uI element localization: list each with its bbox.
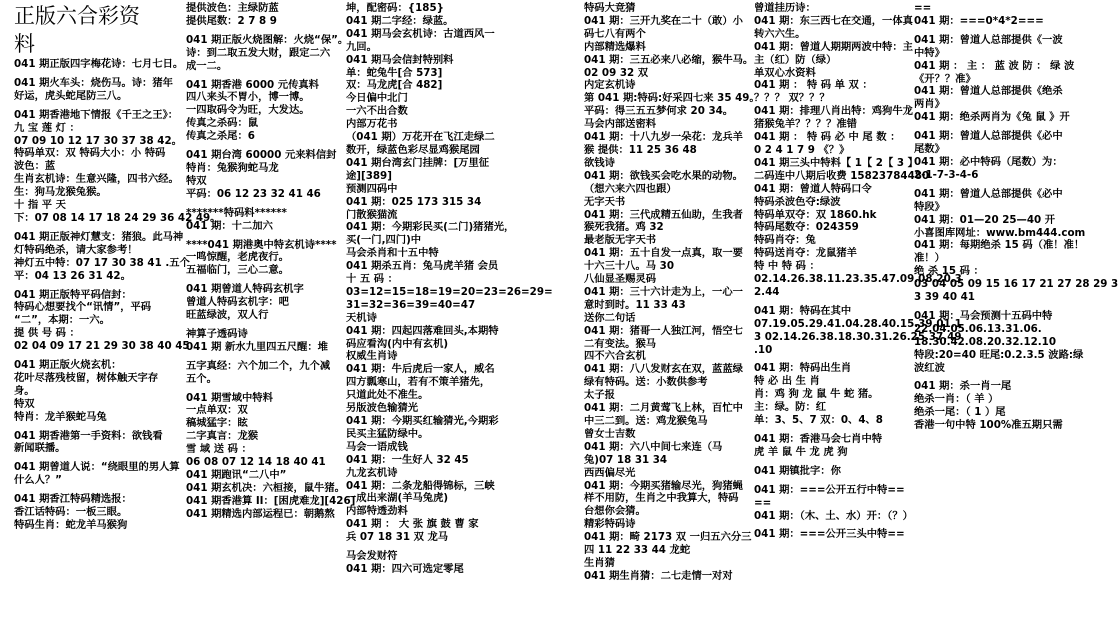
column-3-line: 十 五 码 ： (346, 273, 398, 286)
column-6-line: 041 期：曾道人总部提供《必中 (914, 130, 1063, 143)
column-6-line: == (914, 2, 932, 14)
column-6-line: 041 期：01—20 25—40 开 (914, 213, 1056, 226)
column-6-line: 两肖》 (914, 98, 945, 111)
column-4-line: 精彩特码诗 (584, 518, 636, 531)
column-2-line: 041 期跑讯“二八中” (186, 469, 287, 481)
column-2-line: 平码：06 12 23 32 41 46 (186, 187, 321, 200)
column-1-line: 灯特码绝杀，请大家参考！ (14, 243, 138, 256)
column-6-line: 香港一句中特 100%准五期只需 (914, 419, 1063, 432)
column-5-line: 041 期：===公开三头中特== (754, 528, 905, 541)
column-6-line: 波红波 (914, 361, 945, 374)
column-4-line: 四 11 22 33 44 龙蛇 (584, 544, 691, 557)
column-4-line: 欲钱诗 (584, 156, 615, 169)
column-5-line: 特 中 特 码 ： (754, 260, 820, 273)
column-3-line: 31=32=36=39=40=47 (346, 298, 476, 311)
column-5-line: 转六六生。 (754, 27, 806, 40)
column-2-line: 特双 (186, 174, 207, 187)
column-3-line: 041 期：四六可选定零尾 (346, 562, 464, 575)
column-3-line: 内部万花书 (346, 118, 398, 131)
column-5-line: 特码肖夺：兔 (754, 234, 816, 247)
column-5-line: 单双心水资料 (754, 66, 816, 79)
column-5-line: 041 期三头中特料【 1【 2【 3 】 (754, 156, 918, 169)
column-1-line: 特码单双：双 特码大小：小 特码 (14, 147, 166, 160)
column-2-line: 特肖：兔猴狗蛇马龙 (186, 161, 279, 174)
column-4-line: 马会内部送密料 (584, 118, 657, 131)
column-6-line: 041 期：必中特码（尾数）为： (914, 155, 1063, 168)
column-4-line: 台想你会猜。 (584, 505, 646, 518)
column-1-line: 041 期曾道人说：“绕眼里的男人算 (14, 461, 180, 474)
column-3-line: 双：马龙虎[合 482] (346, 79, 443, 92)
column-4-line: 041 期：五十自发一点真，取一要 (584, 247, 743, 260)
column-4-line: 送你二句话 (584, 311, 636, 324)
column-4-line: 猴死我猪。鸡 32 (584, 221, 664, 234)
column-3-line: 数开，绿蓝色彩尽显鸡猴尾园 (346, 143, 480, 156)
column-1-line: 什么人？” (14, 474, 62, 487)
column-4-line: 041 期：三五必来八必缩，猴牛马。 (584, 53, 754, 66)
column-6-line: 中特》 (914, 46, 945, 59)
column-4-line: 码七八有两个 (584, 27, 646, 40)
column-5-line: 041 期：（木、土、水）开：（？） (754, 509, 913, 522)
column-4-line: 特码大竞猜 (584, 2, 636, 14)
column-4-line: 绿有特码。送：小数供参考 (584, 376, 708, 389)
column-3-line: （041 期）万花开在飞江走绿二 (346, 131, 495, 144)
column-2-line: 041 期精选内部运程已：朝鹅熬 (186, 507, 335, 520)
column-3 (346, 2, 553, 640)
column-4-line: 猴 提供：11 25 36 48 (584, 143, 697, 156)
column-3-line: 兵 07 18 31 双 龙马 (346, 531, 449, 544)
column-1-line: 九 宝 莲 灯 ： (14, 121, 80, 134)
column-3-line: 一成出来湖(羊马兔虎) (346, 492, 449, 505)
column-6-line: 18.30.42.08.20.32.12.10 (914, 335, 1057, 348)
column-4-line: 中三二到。送：鸡龙猴兔马 (584, 415, 708, 427)
page-title-cont: 料 (14, 32, 35, 56)
column-5-line: 单：3、5、7 双：0、4、8 (754, 414, 883, 427)
column-4-line: 041 期生肖猜：二七走情一对对 (584, 569, 733, 582)
column-4-line: 041 期：今期买猪输尽光，狗猪蝇 (584, 479, 743, 492)
column-1-line: 新闻联播。 (14, 442, 66, 455)
column-3-line: 041 期：牛后虎后一家人，威名 (346, 363, 495, 376)
column-6-line: 特段》 (914, 200, 945, 213)
column-1-line: 特码心想要找个“讯情”，平码 (14, 301, 152, 314)
column-3-line: 041 期：今期买红输猜光,今期彩 (346, 415, 499, 427)
column-3-line: 马会一语成钱 (346, 440, 408, 453)
column-3-line: 四方瓢寒山，若有不策羊猪先， (346, 376, 491, 389)
column-4-line: 无字天书 (584, 195, 626, 208)
column-5-line: 041 期 ： 特 码 单 双 ： (754, 79, 873, 92)
column-4-line: 兔)07 18 31 34 (584, 453, 668, 466)
column-5-line: 041 期：香港马会七肖中特 (754, 433, 883, 445)
column-6-line: 03 04 05 09 15 16 17 21 27 28 29 3 (914, 278, 1118, 291)
column-4-line: 曾女士吉数 (584, 427, 636, 440)
column-2-line: 一四取码令为旺，大发达。 (186, 104, 310, 117)
column-1-line: 花叶尽落残枝留，树体触天字存 (14, 371, 159, 384)
column-6-line: 《开？？准》 (914, 72, 976, 85)
column-3-line: 041 期：025 173 315 34 (346, 195, 482, 208)
column-3-line: 坤，配密码：{185} (346, 2, 444, 14)
column-6-line: 041 期：曾道人总部提供《必中 (914, 187, 1063, 200)
column-3-line: 民买主猛防绿中。 (346, 427, 429, 440)
column-4-line: 第 041 期:特码:好采四七来 35 49。 (584, 92, 760, 105)
column-1-line: 特肖：龙羊猴蛇马兔 (14, 410, 107, 423)
column-4-line: 样不用防，生肖之中我算大，特码 (584, 492, 739, 505)
column-5-line: 特码尾数夺：024359 (754, 221, 859, 234)
column-4-line: 041 期：十八九岁一朵花：龙兵羊 (584, 131, 743, 144)
column-2-line: 041 期香港算 II：[困虎难龙][426] (186, 494, 356, 507)
column-6-line: 3 39 40 41 (914, 291, 975, 304)
column-3-line: 门散猴猫流 (346, 208, 398, 221)
column-3-line: 码应看沟(内中有玄机) (346, 337, 449, 350)
column-2-line: 041 期正版火烧图解：火烧“保”。 (186, 33, 349, 46)
column-1-line: 生肖玄机诗：生意兴隆，四书六经。 (14, 173, 179, 186)
column-2-line: 传真之杀尾：6 (186, 130, 255, 143)
column-1-line: 041 期香港地下情报《千王之王》： (14, 108, 179, 121)
column-3-line: 九龙玄机诗 (346, 466, 398, 479)
column-4-line: 意时到时。11 33 43 (584, 298, 686, 311)
page-title: 正版六合彩资 (14, 4, 140, 28)
column-4-line: 内部精选爆料 (584, 40, 646, 53)
column-5-line: 虎 羊 鼠 牛 龙 虎 狗 (754, 445, 848, 458)
column-5-line: 主：绿。防：红 (754, 401, 827, 414)
column-6-line: 绝 杀 15 码 ： (914, 265, 984, 278)
column-1-line: 041 期火车头：烧伤马。诗：猪年 (14, 76, 173, 89)
column-5-line: .10 (754, 343, 773, 356)
column-6-line: 尾数》 (914, 143, 945, 156)
column-6-line: 041 期：===0*4*2=== (914, 14, 1044, 27)
column-2-line: 传真之杀码：鼠 (186, 117, 259, 130)
column-1-line: 香江话特码：一板三眼。 (14, 506, 128, 519)
column-3-line: 马会发财符 (346, 550, 398, 563)
column-2-line: 041 期玄机决：六桓接，鼠牛猪。 (186, 481, 345, 494)
column-6-line: 041 期：杀一肖一尾 (914, 380, 1012, 393)
column-6-line: 041 期：马会预测十五码中特 (914, 309, 1053, 322)
column-3-line: 买(一门,四门)中 (346, 234, 422, 247)
column-4-line: 十六三十八。马 30 (584, 260, 674, 273)
column-3-line: 预测四码中 (346, 182, 398, 195)
column-3-line: 041 期：二条龙船得锦标，三峡 (346, 479, 495, 492)
column-6 (914, 2, 1118, 640)
column-4-line: 最老版无字天书 (584, 234, 657, 247)
column-3-line: 马会杀肖和十五中特 (346, 247, 439, 260)
column-4-line: 041 期：猪哥一人独江河，悟空七 (584, 324, 743, 337)
column-2-line: 旺蓝绿波，双人行 (186, 309, 269, 322)
column-3-line: 内部特透劲料 (346, 505, 408, 518)
column-2 (186, 2, 356, 640)
column-3-line: 041 期马会玄机诗：古道西风一 (346, 27, 495, 40)
column-4-line: 041 期：欲钱买会吃水果的动物。 (584, 169, 743, 182)
column-2-line: 041 期：十二加六 (186, 219, 273, 232)
column-3-line: 天机诗 (346, 311, 377, 324)
column-6-line: 2-1-7-3-4-6 (914, 168, 979, 181)
column-5-line: ？？？ 双？？？ (754, 92, 830, 105)
column-5-line: 041 期 ： 特 码 必 中 尾 数 ： (754, 131, 901, 144)
column-2-line: 神算子透码诗 (186, 327, 248, 340)
column-3-line: 041 期：今期彩民买(二门)猪猪光， (346, 221, 515, 234)
column-1-line: 十 指 平 天 (14, 199, 66, 212)
column-3-line: 041 期 ： 大 张 旗 鼓 曹 家 (346, 518, 479, 531)
column-4-line: 内定玄机诗 (584, 79, 636, 92)
column-5-line: 肖：鸡 狗 龙 鼠 牛 蛇 猪。 (754, 388, 879, 401)
column-1-line: 生：狗马龙猴兔猴。 (14, 186, 107, 199)
column-4-line: 041 期：六八中间七来连（马 (584, 440, 723, 453)
column-1-line: 07 09 10 12 17 30 37 38 42。 (14, 134, 182, 147)
column-2-line: 雪 域 送 码 ： (186, 443, 252, 456)
column-3-line: 今日偏中北门 (346, 92, 408, 105)
column-5-line: 041 期：东三西七在交通，一体真 (754, 14, 913, 27)
column-2-line: 五福临门，三心二意。 (186, 264, 289, 277)
column-4-line: 平码：得三五五梦何求 20 34。 (584, 105, 734, 118)
column-5-line: 3 02.14.26.38.18.30.31.26.25.37.49 (754, 330, 962, 343)
column-5-line: 二码连中八期后收费 15823784480 (754, 169, 930, 182)
column-5-line: 041 期：===公开五行中特== (754, 483, 905, 496)
column-5-line: 主（红）防（绿） (754, 53, 837, 66)
column-1-line: 神灯五中特：07 17 30 38 41 .五个 (14, 256, 190, 269)
column-1-line: 特双 (14, 397, 35, 410)
column-5-line: 特码送肖夺：龙鼠猪羊 (754, 247, 857, 260)
column-3-line: 一六不出合数 (346, 105, 408, 118)
column-6-line: 特段:20=40 旺尾:0.2.3.5 波路:绿 (914, 348, 1084, 361)
column-5-line: 特 必 出 生 肖 (754, 375, 820, 388)
column-4-line: 041 期：二月黄莺飞上林，百忙中 (584, 402, 743, 415)
column-2-line: 提供波色：主绿防蓝 (186, 2, 279, 14)
column-1-line: 041 期正版火烧玄机： (14, 359, 122, 372)
column-4-line: （想六来六四也跟） (584, 182, 677, 195)
column-5-line: 041 期：特码在其中 (754, 304, 852, 317)
column-5-line: 曾道挂历诗： (754, 2, 816, 14)
column-2-line: 041 期香港 6000 元传真料 (186, 78, 319, 91)
column-2-line: 06 08 07 12 14 18 40 41 (186, 456, 326, 469)
column-6-line: 绝杀一肖：（ 羊 ） (914, 393, 999, 406)
column-2-line: 二字真言：龙猴 (186, 430, 259, 443)
column-3-line: 权威生肖诗 (346, 350, 398, 363)
column-4-line: 四不六合玄机 (584, 350, 646, 363)
column-1-line: “二”，本期：一六。 (14, 314, 110, 327)
column-4-line: 041 期：八八发财玄在双，蓝蓝绿 (584, 363, 743, 376)
column-1-line: 好运，虎头蛇尾防三八。 (14, 89, 128, 102)
column-4-line: 西西偏尽光 (584, 466, 636, 479)
column-5-line: 07.19.05.29.41.04.28.40.15.39.01.1 (754, 317, 962, 330)
column-6-line: 22.04.05.06.13.31.06. (914, 322, 1042, 335)
column-3-line: 单：蛇兔牛[合 573] (346, 66, 443, 79)
column-5-line: == (754, 496, 772, 509)
column-2-line: 041 期 新水九里四五尺醒：堆 (186, 340, 328, 353)
column-6-line: 小喜图库网址：www.bm444.com (914, 226, 1086, 239)
column-4-line: 生肖猜 (584, 556, 615, 569)
column-3-line: 途][389] (346, 169, 392, 182)
column-6-line: 041 期：绝杀两肖为《兔 鼠 》开 (914, 111, 1070, 124)
column-5-line: 041 期：曾道人期期两波中特：主 (754, 40, 913, 53)
column-5-line: 041 期：排理八肖出特：鸡狗牛龙 (754, 105, 913, 118)
column-4-line: 二有变法。猴马 (584, 337, 657, 350)
column-2-line: 稿城猛字：眩 (186, 417, 248, 430)
column-2-line: 041 期曾道人特码玄机字 (186, 283, 304, 296)
column-4-line: 八仙显圣赐灵码 (584, 273, 657, 286)
column-1-line: 041 期正版神灯慧支：猪狼。此马神 (14, 230, 184, 243)
column-4-line: 041 期：三开九奖在二十（敢）小 (584, 14, 743, 27)
column-5-line: 041 期：曾道人特码口令 (754, 182, 872, 195)
column-1-line: 下：07 08 14 17 18 24 29 36 42 49。 (14, 211, 221, 224)
column-3-line: 041 期马会信封特别料 (346, 53, 454, 66)
column-4-line: 太子报 (584, 389, 615, 402)
column-4-line: 041 期：三十六计走为上，一心一 (584, 285, 743, 298)
column-2-line: 041 期雪域中特料 (186, 391, 273, 404)
column-3-line: 041 期台湾玄门挂牌：[万里征 (346, 156, 490, 169)
column-5-line: 特码单双夺：双 1860.hk (754, 208, 877, 221)
column-3-line: 03=12=15=18=19=20=23=26=29= (346, 285, 553, 298)
column-4-line: 041 期：三代成精五仙助，生我者 (584, 208, 743, 221)
column-5-line: 041 期：特码出生肖 (754, 362, 852, 375)
column-4-line: 02 09 32 双 (584, 66, 649, 79)
column-2-line: 提供尾数：2 7 8 9 (186, 14, 277, 27)
column-1-line: 身。 (14, 384, 35, 397)
column-1-line: 平：04 13 26 31 42。 (14, 269, 131, 282)
column-3-line: 041 期杀五肖：兔马虎羊猪 会员 (346, 260, 499, 273)
column-3-line: 只道此处不准生。 (346, 389, 429, 402)
column-3-line: 九回。 (346, 40, 377, 53)
column-2-line: 诗：到二取五发大财，跟定二六 (186, 46, 331, 59)
column-6-line: 准！） (914, 252, 945, 265)
column-1-line: 波色：蓝 (14, 160, 56, 173)
column-4-line: 041 期：畸 2173 双 一归五六分三 (584, 531, 752, 544)
column-2-line: ****041 期港奥中特玄机诗**** (186, 238, 337, 251)
column-5-line: 041 期镇批字：你 (754, 464, 841, 477)
column-5-line: 猪猴兔羊？？？？准错 (754, 118, 857, 131)
column-2-line: 一点单双：双 (186, 404, 248, 417)
column-3-line: 另版波色输猜光 (346, 402, 419, 415)
column-5-line: 特码杀波色夺:绿波 (754, 195, 841, 208)
column-5-line: 2.44 (754, 285, 780, 298)
column-6-line: 绝杀一尾：（ 1 ）尾 (914, 406, 1006, 419)
column-1-line: 02 04 09 17 21 29 30 38 40 45 (14, 340, 190, 353)
column-5-line: 0 2 4 1 7 9 《？》 (754, 143, 850, 156)
column-1-line: 提 供 号 码 ： (14, 327, 80, 340)
column-2-line: *******特码料****** (186, 206, 287, 219)
column-4 (584, 2, 760, 640)
column-6-line: 041 期 ： 主 ： 蓝 波 防 ： 绿 波 (914, 59, 1075, 72)
column-1-line: 041 期香江特码精选报： (14, 493, 132, 506)
column-1-line: 041 期香港第一手资料：欲钱看 (14, 429, 163, 442)
column-3-line: 041 期：四起四落难回头,本期特 (346, 324, 499, 337)
column-2-line: 四八来头不胃小，博一博。 (186, 91, 310, 104)
column-3-line: 041 期二字经：绿蓝。 (346, 14, 454, 27)
column-6-line: 041 期：每期绝杀 15 码（准！准！ (914, 239, 1085, 252)
column-2-line: 五字真经：六个加二个，九个减 (186, 359, 331, 372)
column-1-line: 041 期正版特平码信封： (14, 288, 132, 301)
column-6-line: 041 期：曾道人总部提供《绝杀 (914, 85, 1063, 98)
column-2-line: 曾道人特码玄机字：吧 (186, 296, 289, 309)
column-3-line: 041 期：一生好人 32 45 (346, 453, 469, 466)
column-2-line: 041 期台湾 60000 元来料信封 (186, 149, 337, 162)
column-1-line: 特码生肖：蛇龙羊马猴狗 (14, 519, 128, 531)
column-2-line: 成一二。 (186, 59, 228, 72)
column-1-line: 041 期正版四字梅花诗：七月七日。 (14, 58, 184, 70)
column-5-line: 02.14.26.38.11.23.35.47.09.08.20.3 (754, 273, 962, 286)
column-2-line: 五个。 (186, 372, 217, 385)
column-2-line: 一鸣惊醒，老虎夜行。 (186, 251, 289, 264)
column-6-line: 041 期：曾道人总部提供《一波 (914, 33, 1063, 46)
